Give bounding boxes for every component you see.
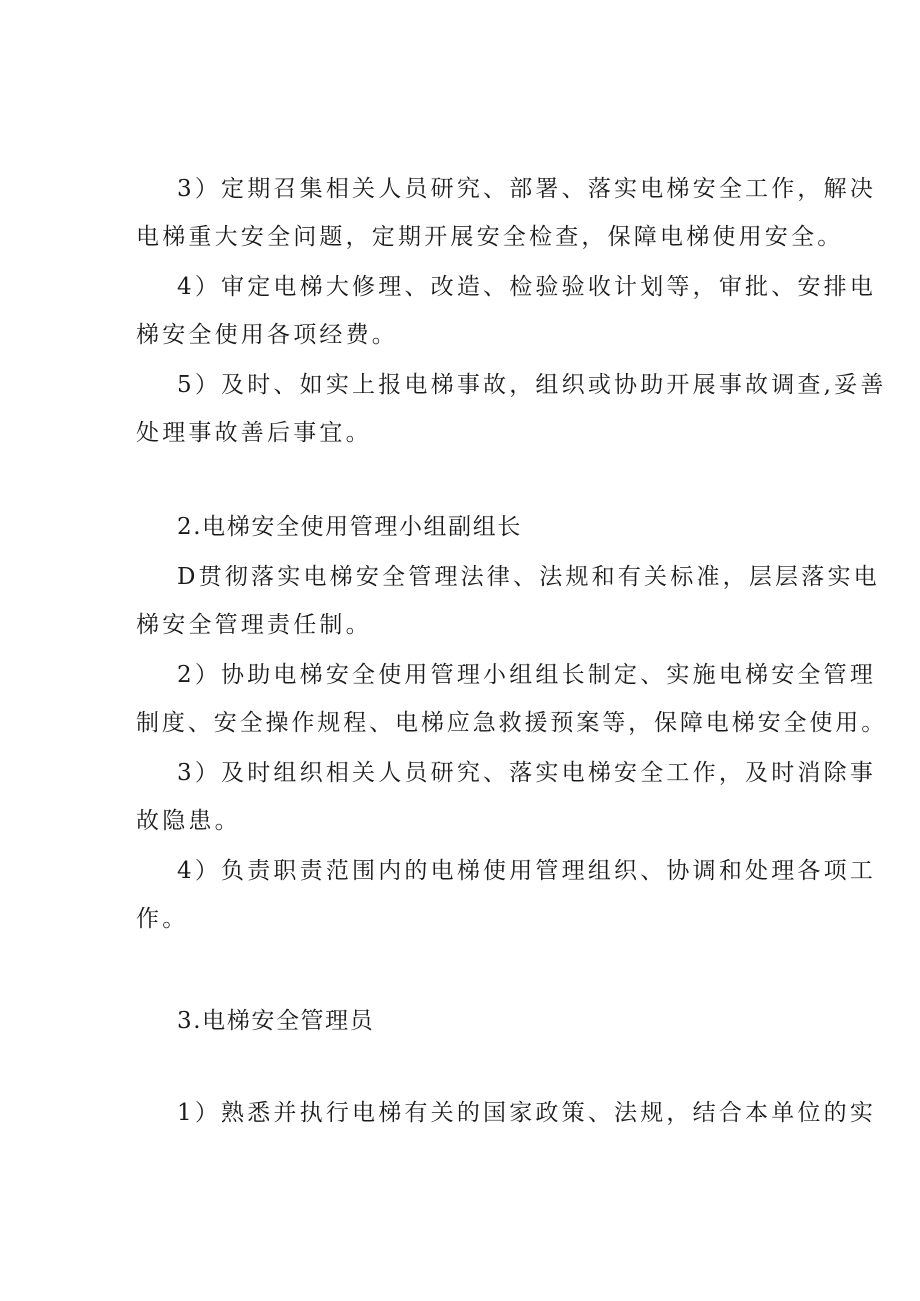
section-heading: 2.电梯安全使用管理小组副组长 — [177, 514, 522, 540]
paragraph-line: 2）协助电梯安全使用管理小组组长制定、实施电梯安全管理 — [177, 662, 877, 688]
paragraph-line: 故隐患。 — [136, 808, 241, 834]
paragraph-line: 制度、安全操作规程、电梯应急救援预案等，保障电梯安全使用。 — [136, 710, 888, 736]
paragraph-line: 梯安全管理责任制。 — [136, 612, 372, 638]
paragraph-line: 电梯重大安全问题，定期开展安全检查，保障电梯使用安全。 — [136, 224, 844, 250]
section-heading: 3.电梯安全管理员 — [177, 1008, 375, 1034]
paragraph-line: 处理事故善后事宜。 — [136, 420, 372, 446]
paragraph-line: 5）及时、如实上报电梯事故，组织或协助开展事故调查,妥善 — [177, 372, 887, 398]
paragraph-line: 3）定期召集相关人员研究、部署、落实电梯安全工作，解决 — [177, 176, 877, 202]
paragraph-line: 梯安全使用各项经费。 — [136, 322, 398, 348]
paragraph-line: 作。 — [136, 906, 189, 932]
paragraph-line: 3）及时组织相关人员研究、落实电梯安全工作，及时消除事 — [177, 760, 877, 786]
paragraph-line: 1）熟悉并执行电梯有关的国家政策、法规，结合本单位的实 — [177, 1100, 877, 1126]
paragraph-line: 4）负责职责范围内的电梯使用管理组织、协调和处理各项工 — [177, 858, 877, 884]
paragraph-line: 4）审定电梯大修理、改造、检验验收计划等，审批、安排电 — [177, 274, 877, 300]
paragraph-line: D贯彻落实电梯安全管理法律、法规和有关标准，层层落实电 — [177, 564, 880, 590]
